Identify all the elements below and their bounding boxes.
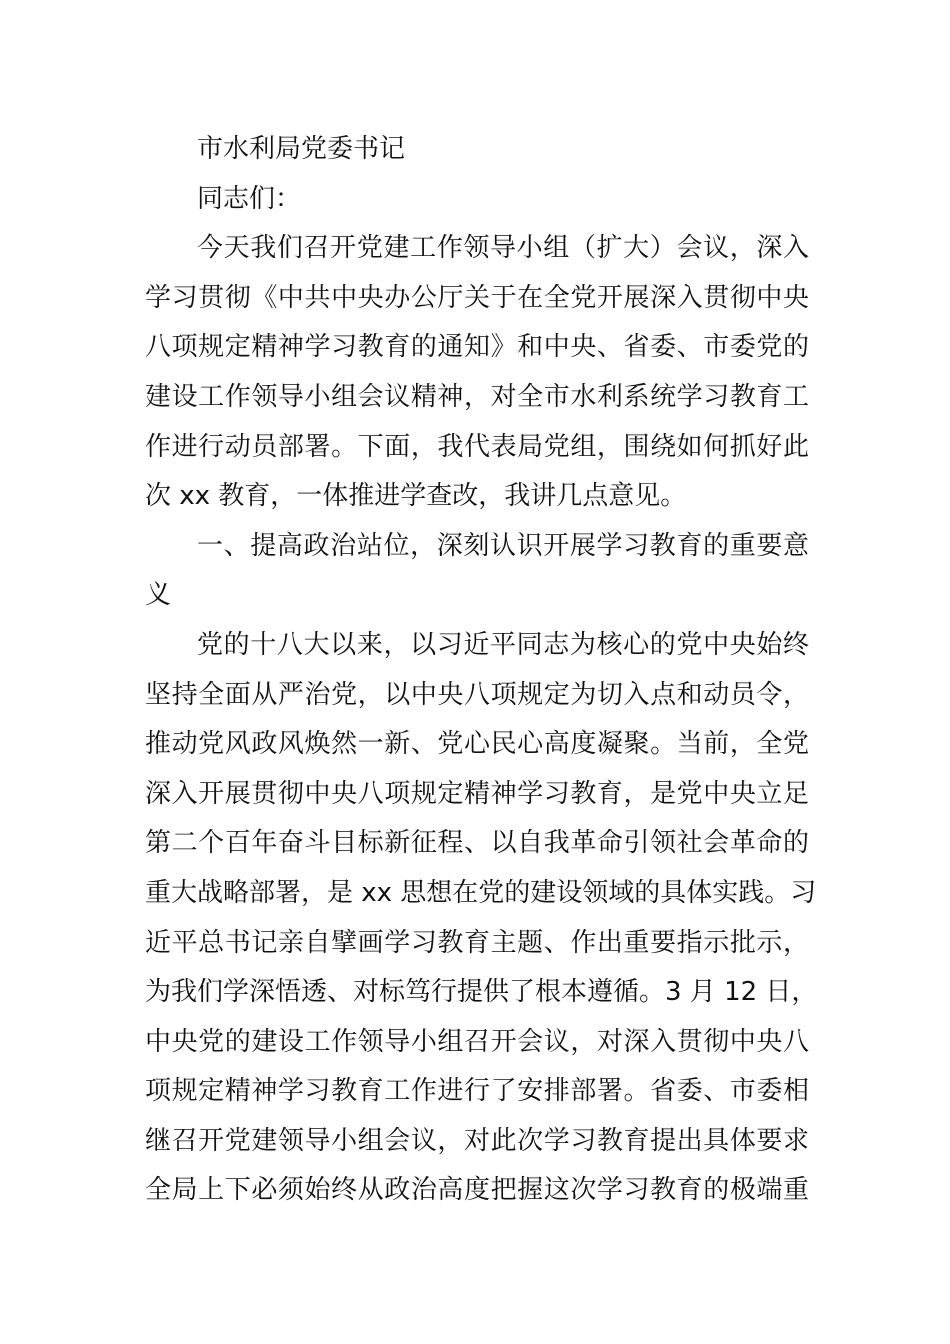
paragraph-line: 深入开展贯彻中央八项规定精神学习教育，是党中央立足 (145, 778, 809, 809)
paragraph-line: 近平总书记亲自擘画学习教育主题、作出重要指示批示， (145, 927, 809, 958)
paragraph-line: 中央党的建设工作领导小组召开会议，对深入贯彻中央八 (145, 1026, 809, 1057)
paragraph-line: 推动党风政风焕然一新、党心民心高度凝聚。当前，全党 (145, 729, 809, 760)
section-heading-line: 义 (145, 580, 172, 611)
paragraph-line: 全局上下必须始终从政治高度把握这次学习教育的极端重 (145, 1175, 809, 1206)
paragraph-line: 八项规定精神学习教育的通知》和中央、省委、市委党的 (145, 332, 809, 363)
salutation: 同志们： (197, 183, 302, 214)
speaker-title: 市水利局党委书记 (197, 134, 406, 164)
paragraph-line: 重大战略部署，是 xx 思想在党的建设领域的具体实践。习 (145, 877, 817, 908)
paragraph-line: 次 xx 教育，一体推进学查改，我讲几点意见。 (145, 481, 687, 512)
paragraph-line: 项规定精神学习教育工作进行了安排部署。省委、市委相 (145, 1076, 809, 1107)
paragraph-line: 第二个百年奋斗目标新征程、以自我革命引领社会革命的 (145, 828, 809, 859)
paragraph-line: 为我们学深悟透、对标笃行提供了根本遵循。3 月 12 日， (145, 977, 818, 1008)
paragraph-line: 作进行动员部署。下面，我代表局党组，围绕如何抓好此 (145, 431, 809, 462)
paragraph-line: 学习贯彻《中共中央办公厅关于在全党开展深入贯彻中央 (145, 282, 809, 313)
paragraph-line: 今天我们召开党建工作领导小组（扩大）会议，深入 (197, 233, 809, 264)
paragraph-line: 党的十八大以来，以习近平同志为核心的党中央始终 (197, 629, 809, 660)
document-body (145, 125, 818, 1216)
paragraph-line: 坚持全面从严治党，以中央八项规定为切入点和动员令， (145, 679, 809, 710)
section-heading-line: 一、提高政治站位，深刻认识开展学习教育的重要意 (197, 530, 809, 561)
paragraph-line: 建设工作领导小组会议精神，对全市水利系统学习教育工 (145, 381, 809, 412)
paragraph-line: 继召开党建领导小组会议，对此次学习教育提出具体要求 (145, 1125, 809, 1156)
